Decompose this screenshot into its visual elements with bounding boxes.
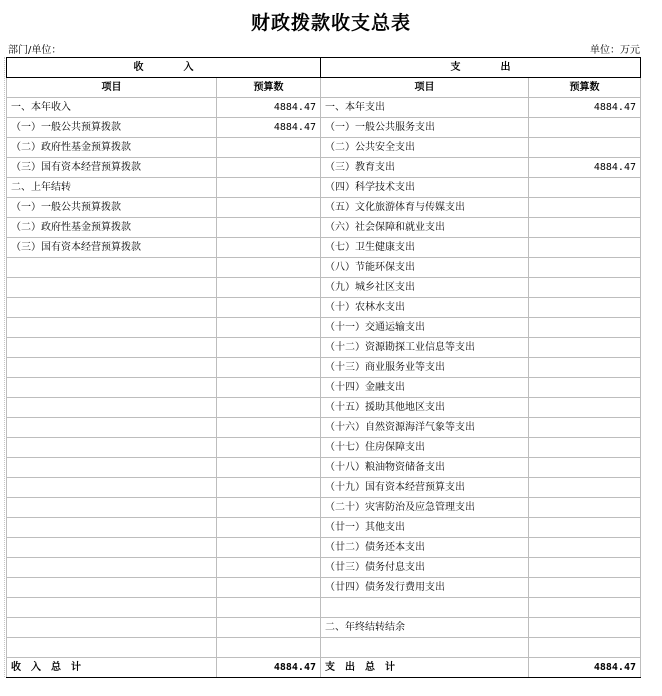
income-item-cell bbox=[7, 358, 217, 378]
expense-item-cell: （十七）住房保障支出 bbox=[321, 438, 529, 458]
income-item-cell: 二、上年结转 bbox=[7, 178, 217, 198]
income-value-cell bbox=[217, 298, 321, 318]
table-row bbox=[7, 238, 641, 258]
expense-value-cell bbox=[529, 558, 641, 578]
summary-table bbox=[6, 57, 641, 678]
expense-item-cell: （四）科学技术支出 bbox=[321, 178, 529, 198]
table-row bbox=[7, 378, 641, 398]
expense-item-cell: （廿三）债务付息支出 bbox=[321, 558, 529, 578]
expense-value-cell bbox=[529, 578, 641, 598]
table-row bbox=[7, 618, 641, 638]
expense-value-cell bbox=[529, 418, 641, 438]
table-row bbox=[7, 138, 641, 158]
table-row bbox=[7, 558, 641, 578]
expense-total-value: 4884.47 bbox=[529, 658, 641, 678]
expense-value-cell bbox=[529, 298, 641, 318]
table-row bbox=[7, 358, 641, 378]
income-item-cell bbox=[7, 398, 217, 418]
income-value-cell bbox=[217, 638, 321, 658]
expense-value-cell: 4884.47 bbox=[529, 98, 641, 118]
income-value-cell bbox=[217, 378, 321, 398]
expense-value-cell bbox=[529, 358, 641, 378]
income-value-cell bbox=[217, 598, 321, 618]
expense-item-cell: （十五）援助其他地区支出 bbox=[321, 398, 529, 418]
income-value-cell bbox=[217, 258, 321, 278]
table-row bbox=[7, 98, 641, 118]
income-item-cell bbox=[7, 278, 217, 298]
income-value-cell bbox=[217, 418, 321, 438]
expense-item-cell: （十八）粮油物资储备支出 bbox=[321, 458, 529, 478]
income-value-cell bbox=[217, 438, 321, 458]
income-value-cell bbox=[217, 398, 321, 418]
income-value-cell bbox=[217, 338, 321, 358]
income-value-cell bbox=[217, 538, 321, 558]
expense-item-cell: （廿一）其他支出 bbox=[321, 518, 529, 538]
table-row bbox=[7, 418, 641, 438]
income-item-cell: 一、本年收入 bbox=[7, 98, 217, 118]
income-value-cell bbox=[217, 558, 321, 578]
table-row bbox=[7, 278, 641, 298]
income-item-cell bbox=[7, 478, 217, 498]
income-value-cell: 4884.47 bbox=[217, 98, 321, 118]
table-row bbox=[7, 258, 641, 278]
expense-value-cell bbox=[529, 458, 641, 478]
expense-item-cell bbox=[321, 638, 529, 658]
expense-item-cell: （十一）交通运输支出 bbox=[321, 318, 529, 338]
expense-item-cell: （二）公共安全支出 bbox=[321, 138, 529, 158]
page-title: 财政拨款收支总表 bbox=[250, 12, 411, 34]
expense-item-cell: （廿二）债务还本支出 bbox=[321, 538, 529, 558]
income-item-cell bbox=[7, 438, 217, 458]
table-row bbox=[7, 498, 641, 518]
table-row bbox=[7, 198, 641, 218]
expense-value-cell bbox=[529, 538, 641, 558]
table-row bbox=[7, 338, 641, 358]
income-item-cell bbox=[7, 618, 217, 638]
expense-item-cell: （三）教育支出 bbox=[321, 158, 529, 178]
income-item-cell bbox=[7, 498, 217, 518]
expense-total-label: 支 出 总 计 bbox=[321, 658, 529, 678]
expense-item-cell: （五）文化旅游体育与传媒支出 bbox=[321, 198, 529, 218]
table-row bbox=[7, 178, 641, 198]
income-item-cell bbox=[7, 338, 217, 358]
income-item-cell bbox=[7, 418, 217, 438]
income-total-label: 收 入 总 计 bbox=[7, 658, 217, 678]
dept-label: 部门/单位： bbox=[8, 45, 62, 56]
income-value-cell bbox=[217, 278, 321, 298]
expense-value-cell bbox=[529, 598, 641, 618]
expense-value-cell bbox=[529, 118, 641, 138]
income-item-cell bbox=[7, 518, 217, 538]
expense-value-cell bbox=[529, 258, 641, 278]
table-row bbox=[7, 398, 641, 418]
expense-item-cell: （十四）金融支出 bbox=[321, 378, 529, 398]
income-item-cell bbox=[7, 318, 217, 338]
table-row bbox=[7, 598, 641, 618]
expense-item-cell: （七）卫生健康支出 bbox=[321, 238, 529, 258]
expense-value-cell bbox=[529, 218, 641, 238]
expense-value-cell: 4884.47 bbox=[529, 158, 641, 178]
table-row bbox=[7, 458, 641, 478]
band-row bbox=[7, 58, 641, 78]
expense-value-cell bbox=[529, 318, 641, 338]
expense-item-cell: （十二）资源勘探工业信息等支出 bbox=[321, 338, 529, 358]
income-item-header: 项目 bbox=[7, 78, 217, 98]
income-item-cell bbox=[7, 638, 217, 658]
expense-value-cell bbox=[529, 138, 641, 158]
expense-item-cell: （十九）国有资本经营预算支出 bbox=[321, 478, 529, 498]
income-item-cell bbox=[7, 598, 217, 618]
income-value-cell bbox=[217, 318, 321, 338]
income-item-cell bbox=[7, 458, 217, 478]
expense-item-cell: （六）社会保障和就业支出 bbox=[321, 218, 529, 238]
expense-value-cell bbox=[529, 478, 641, 498]
income-value-cell bbox=[217, 158, 321, 178]
income-value-cell bbox=[217, 578, 321, 598]
table-row bbox=[7, 538, 641, 558]
income-value-cell bbox=[217, 618, 321, 638]
table-row bbox=[7, 578, 641, 598]
table-row bbox=[7, 478, 641, 498]
sheet-edge bbox=[0, 57, 5, 677]
table-row bbox=[7, 318, 641, 338]
table-row bbox=[7, 158, 641, 178]
table-row bbox=[7, 518, 641, 538]
income-value-cell bbox=[217, 218, 321, 238]
expense-item-cell bbox=[321, 598, 529, 618]
income-value-cell: 4884.47 bbox=[217, 118, 321, 138]
income-value-cell bbox=[217, 458, 321, 478]
income-value-cell bbox=[217, 238, 321, 258]
expense-value-cell bbox=[529, 638, 641, 658]
expense-item-header: 项目 bbox=[321, 78, 529, 98]
expense-value-cell bbox=[529, 238, 641, 258]
income-value-cell bbox=[217, 518, 321, 538]
income-item-cell: （一）一般公共预算拨款 bbox=[7, 118, 217, 138]
expense-value-cell bbox=[529, 278, 641, 298]
income-value-cell bbox=[217, 478, 321, 498]
expense-item-cell: （十六）自然资源海洋气象等支出 bbox=[321, 418, 529, 438]
expense-item-cell: （十三）商业服务业等支出 bbox=[321, 358, 529, 378]
expense-item-cell: （二十）灾害防治及应急管理支出 bbox=[321, 498, 529, 518]
expense-budget-header: 预算数 bbox=[529, 78, 641, 98]
expense-value-cell bbox=[529, 338, 641, 358]
unit-label: 单位：万元 bbox=[590, 45, 640, 56]
income-item-cell bbox=[7, 378, 217, 398]
expense-item-cell: 一、本年支出 bbox=[321, 98, 529, 118]
expense-value-cell bbox=[529, 378, 641, 398]
income-total-value: 4884.47 bbox=[217, 658, 321, 678]
income-value-cell bbox=[217, 498, 321, 518]
income-budget-header: 预算数 bbox=[217, 78, 321, 98]
income-value-cell bbox=[217, 198, 321, 218]
expense-item-cell: （八）节能环保支出 bbox=[321, 258, 529, 278]
expense-value-cell bbox=[529, 398, 641, 418]
expense-item-cell: （十）农林水支出 bbox=[321, 298, 529, 318]
income-item-cell bbox=[7, 578, 217, 598]
income-item-cell: （三）国有资本经营预算拨款 bbox=[7, 238, 217, 258]
income-item-cell bbox=[7, 558, 217, 578]
header-row bbox=[7, 78, 641, 98]
expense-item-cell: （廿四）债务发行费用支出 bbox=[321, 578, 529, 598]
expense-value-cell bbox=[529, 518, 641, 538]
income-value-cell bbox=[217, 358, 321, 378]
total-row bbox=[7, 658, 641, 678]
table-row bbox=[7, 298, 641, 318]
income-item-cell bbox=[7, 538, 217, 558]
expense-value-cell bbox=[529, 618, 641, 638]
expense-item-cell: （九）城乡社区支出 bbox=[321, 278, 529, 298]
expense-value-cell bbox=[529, 498, 641, 518]
income-item-cell bbox=[7, 258, 217, 278]
table-row bbox=[7, 438, 641, 458]
income-value-cell bbox=[217, 178, 321, 198]
table-row bbox=[7, 118, 641, 138]
table-row bbox=[7, 638, 641, 658]
expense-value-cell bbox=[529, 438, 641, 458]
income-item-cell: （一）一般公共预算拨款 bbox=[7, 198, 217, 218]
expense-value-cell bbox=[529, 178, 641, 198]
income-item-cell bbox=[7, 298, 217, 318]
expense-value-cell bbox=[529, 198, 641, 218]
expense-band: 支 出 bbox=[321, 58, 641, 78]
expense-item-cell: 二、年终结转结余 bbox=[321, 618, 529, 638]
income-value-cell bbox=[217, 138, 321, 158]
income-item-cell: （三）国有资本经营预算拨款 bbox=[7, 158, 217, 178]
income-item-cell: （二）政府性基金预算拨款 bbox=[7, 138, 217, 158]
income-item-cell: （二）政府性基金预算拨款 bbox=[7, 218, 217, 238]
expense-item-cell: （一）一般公共服务支出 bbox=[321, 118, 529, 138]
income-band: 收 入 bbox=[7, 58, 321, 78]
table-row bbox=[7, 218, 641, 238]
